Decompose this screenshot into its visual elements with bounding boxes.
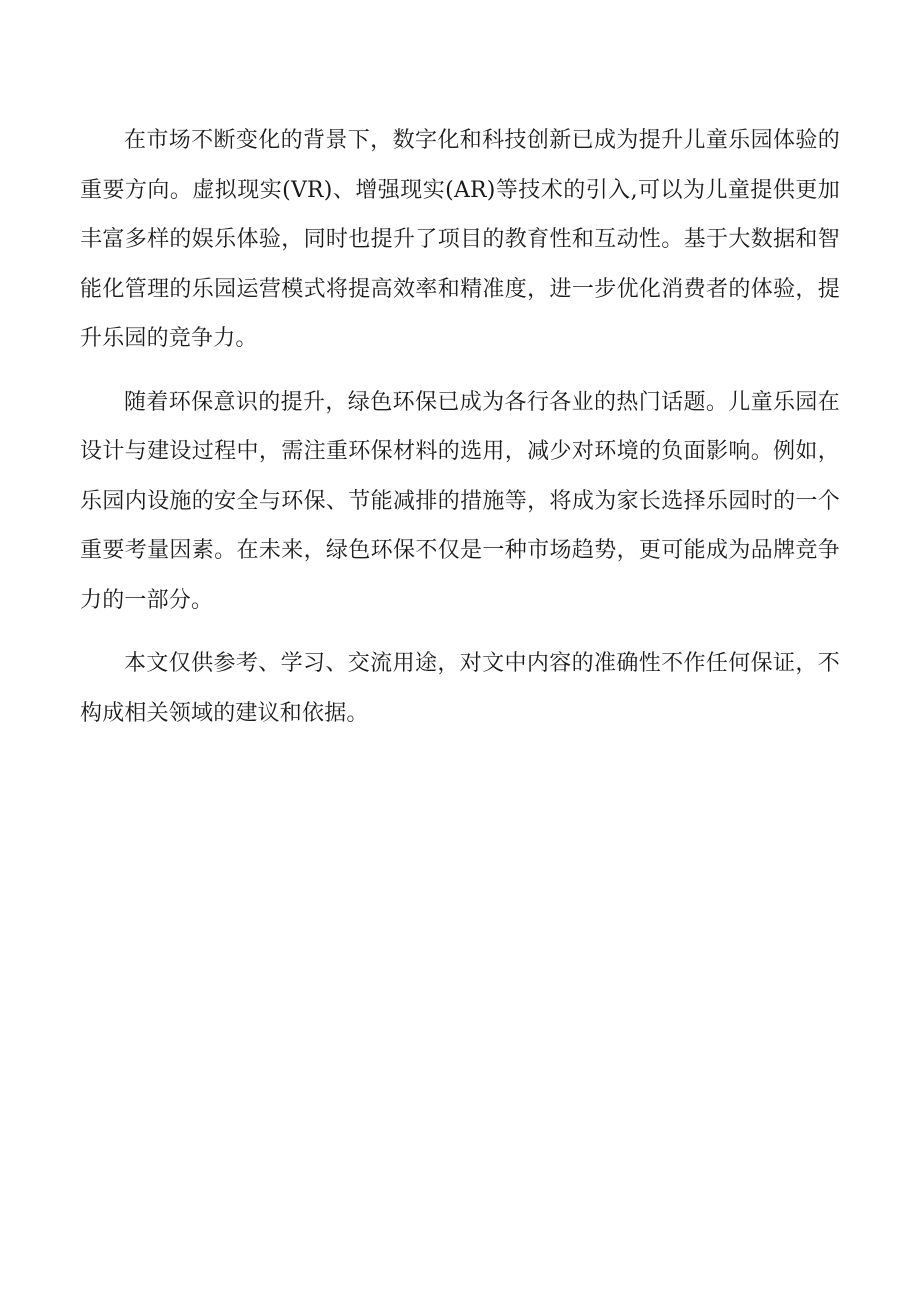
- paragraph-green-environment: 随着环保意识的提升，绿色环保已成为各行各业的热门话题。儿童乐园在设计与建设过程中，需注重环保材料的选用，减少对环境的负面影响。例如，乐园内设施的安全与环保、节能减排的措施等，将成为家长选择乐园时的一个重要考量因素。在未来，绿色环保不仅是一种市场趋势，更可能成为品牌竞争力的一部分。: [80, 389, 840, 613]
- paragraph-digital-innovation: 在市场不断变化的背景下，数字化和科技创新已成为提升儿童乐园体验的重要方向。虚拟现实(VR)、增强现实(AR)等技术的引入,可以为儿童提供更加丰富多样的娱乐体验，同时也提升了项目的教育性和互动性。基于大数据和智能化管理的乐园运营模式将提高效率和精准度，进一步优化消费者的体验，提升乐园的竞争力。: [80, 128, 840, 351]
- paragraph-disclaimer: 本文仅供参考、学习、交流用途，对文中内容的准确性不作任何保证，不构成相关领域的建议和依据。: [80, 651, 840, 726]
- document-body: [80, 116, 840, 752]
